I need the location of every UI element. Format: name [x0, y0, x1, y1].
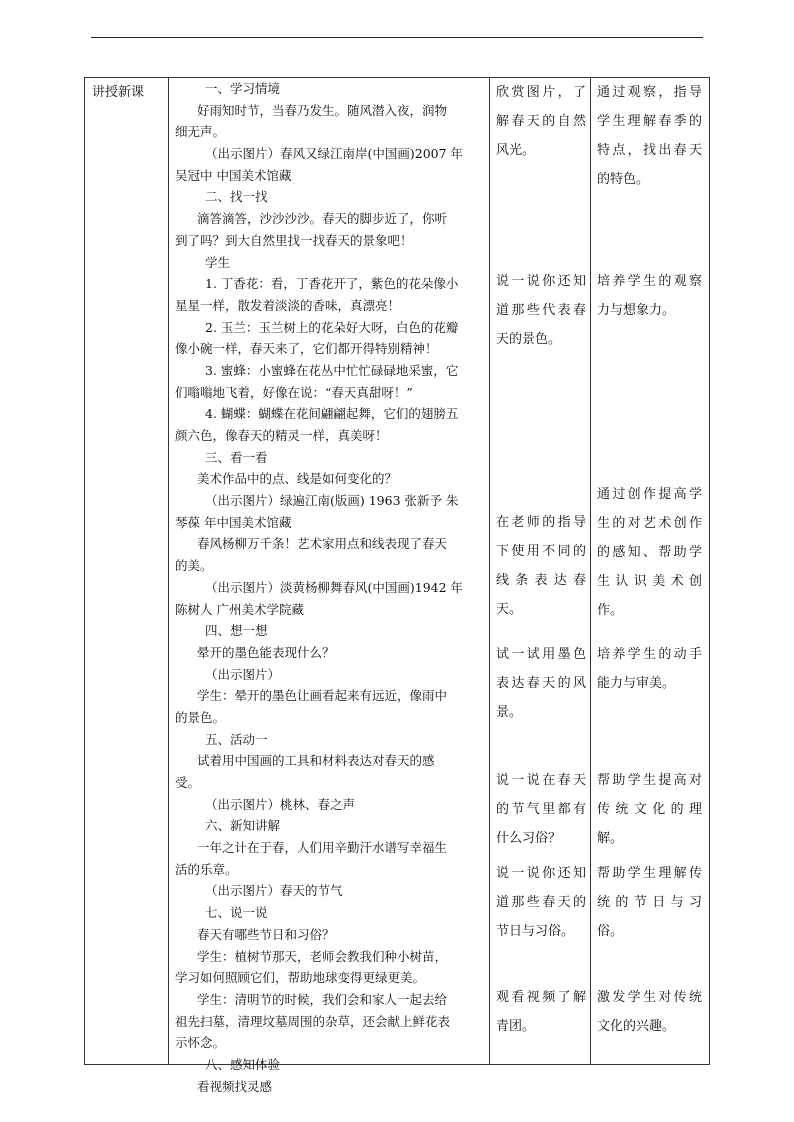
design-intent-line: 帮助学生提高对 [597, 773, 702, 788]
design-intent-line: 培养学生的动手 [597, 647, 702, 662]
content-line: 的美。 [175, 558, 213, 574]
content-line: 七、说一说 [205, 905, 268, 921]
content-line: （出示图片）春天的节气 [205, 883, 343, 899]
student-activity [496, 766, 586, 853]
student-activity-line: 表达春天的风 [496, 676, 586, 691]
column-divider [489, 78, 490, 1064]
student-activity [496, 640, 586, 727]
student-activity-line: 天。 [496, 602, 523, 617]
content-line: 琴葆 年中国美术馆藏 [175, 514, 292, 530]
student-activity-line: 道那些代表春 [496, 303, 586, 318]
content-line: 3. 蜜蜂：小蜜蜂在花丛中忙忙碌碌地采蜜，它 [205, 362, 459, 378]
student-activity-line: 欣赏图片，了 [496, 85, 586, 100]
design-intent-line: 俗。 [597, 924, 624, 939]
design-intent-line: 生认识美术创 [597, 574, 702, 589]
design-intent [597, 267, 702, 325]
lesson-table [84, 77, 710, 1094]
content-line: 吴冠中 中国美术馆藏 [175, 167, 292, 183]
design-intent [597, 480, 702, 625]
content-line: （出示图片）桃林、春之声 [205, 796, 356, 812]
student-activity-line: 说一说你还知 [496, 274, 586, 289]
section-label: 讲授新课 [92, 85, 145, 100]
student-activity-line: 什么习俗？ [496, 831, 562, 846]
design-intent-line: 统的节日与习 [597, 895, 702, 910]
student-activity [496, 78, 586, 165]
design-intent-line: 力与想象力。 [597, 303, 676, 318]
design-intent-line: 解。 [597, 831, 624, 846]
student-activity-line: 线条表达春 [496, 573, 586, 588]
student-activity-line: 节日与习俗。 [496, 924, 575, 939]
content-line: 美术作品中的点、线是如何变化的？ [197, 471, 398, 487]
content-line: 晕开的墨色能表现什么？ [197, 644, 335, 660]
content-line: 五、活动一 [205, 731, 268, 747]
content-line: 春风杨柳万千条！艺术家用点和线表现了春天 [197, 536, 448, 552]
content-line: 六、新知讲解 [205, 818, 281, 834]
content-line: 试着用中国画的工具和材料表达对春天的感 [197, 753, 435, 769]
design-intent [597, 859, 702, 946]
design-intent-line: 学生理解春季的 [597, 114, 702, 129]
design-intent-line: 能力与审美。 [597, 676, 676, 691]
content-line: 一、学习情境 [205, 81, 281, 96]
content-line: 学生：晕开的墨色让画看起来有远近，像雨中 [197, 688, 448, 704]
content-line: 好雨知时节，当春乃发生。随风潜入夜，润物 [197, 102, 448, 118]
design-intent-line: 文化的兴趣。 [597, 1019, 676, 1034]
content-line: 像小碗一样，春天来了，它们都开得特别精神！ [175, 341, 438, 357]
design-intent-line: 通过创作提高学 [597, 487, 702, 502]
design-intent-line: 培养学生的观察 [597, 274, 702, 289]
student-activity [496, 859, 586, 946]
column-divider [590, 78, 591, 1064]
content-line: （出示图片）春风又绿江南岸(中国画)2007 年 [205, 146, 464, 162]
content-line: 4. 蝴蝶：蝴蝶在花间翩翩起舞，它们的翅膀五 [205, 406, 459, 422]
content-line: 三、看一看 [205, 449, 268, 465]
content-line: （出示图片）淡黄杨柳舞春风(中国画)1942 年 [205, 579, 464, 595]
content-line: 学生：清明节的时候，我们会和家人一起去给 [197, 991, 448, 1007]
design-intent-line: 生的对艺术创作 [597, 516, 702, 531]
student-activity-line: 试一试用墨色 [496, 647, 586, 662]
student-activity [496, 508, 586, 624]
content-line: 星星一样，散发着淡淡的香味，真漂亮！ [175, 297, 401, 313]
student-activity-line: 说一说在春天 [496, 773, 586, 788]
content-line: 到了吗？到大自然里找一找春天的景象吧！ [175, 232, 413, 248]
content-line: 受。 [175, 775, 201, 790]
student-activity-line: 的节气里都有 [496, 802, 586, 817]
content-line: 细无声。 [175, 124, 226, 140]
design-intent [597, 640, 702, 698]
content-line: 颜六色，像春天的精灵一样，真美呀！ [175, 428, 388, 443]
student-activity-line: 观看视频了解 [496, 990, 586, 1005]
design-intent-line: 的特色。 [597, 172, 650, 187]
content-line: 学习如何照顾它们，帮助地球变得更绿更美。 [175, 970, 426, 986]
student-activity-line: 说一说你还知 [496, 866, 586, 881]
column-divider [168, 78, 169, 1064]
content-line: 看视频找灵感 [197, 1078, 273, 1094]
content-line: 滴答滴答，沙沙沙沙。春天的脚步近了，你听 [197, 211, 448, 227]
content-line: （出示图片） [205, 666, 281, 682]
design-intent [597, 78, 702, 194]
design-intent-line: 的感知、帮助学 [597, 545, 702, 560]
content-line: 示怀念。 [175, 1035, 226, 1051]
content-line: 学生 [205, 254, 231, 270]
content-line: 学生：植树节那天，老师会教我们种小树苗， [197, 948, 448, 964]
content-line: 一年之计在于春，人们用辛勤汗水谱写幸福生 [197, 840, 448, 856]
student-activity-line: 下使用不同的 [496, 544, 586, 559]
design-intent-line: 帮助学生理解传 [597, 866, 702, 881]
header-rule [91, 37, 703, 38]
content-line: （出示图片）绿遍江南(版画) 1963 张新予 朱 [205, 493, 459, 509]
content-line: 八、感知体验 [205, 1056, 281, 1072]
student-activity-line: 在老师的指导 [496, 515, 586, 530]
design-intent-line: 通过观察，指导 [597, 85, 702, 100]
student-activity-line: 青团。 [496, 1019, 536, 1034]
content-line: 祖先扫墓，清理坟墓周围的杂草，还会献上鲜花表 [175, 1013, 451, 1029]
student-activity-line: 解春天的自然 [496, 114, 586, 129]
content-line: 活的乐章。 [175, 861, 238, 877]
student-activity-line: 天的景色。 [496, 332, 562, 347]
design-intent-line: 作。 [597, 603, 624, 618]
content-line: 1. 丁香花：看，丁香花开了，紫色的花朵像小 [205, 276, 459, 292]
design-intent-line: 激发学生对传统 [597, 990, 702, 1005]
design-intent [597, 983, 702, 1041]
content-line: 春天有哪些节日和习俗？ [197, 926, 335, 942]
content-line: 的景色。 [175, 709, 226, 725]
student-activity-line: 风光。 [496, 143, 536, 158]
student-activity-line: 道那些春天的 [496, 895, 586, 910]
student-activity-line: 景。 [496, 705, 523, 720]
content-line: 们嗡嗡地飞着，好像在说：“春天真甜呀！” [175, 384, 413, 400]
student-activity [496, 983, 586, 1041]
content-line: 陈树人 广州美术学院藏 [175, 601, 304, 617]
teaching-content [175, 78, 487, 1097]
student-activity [496, 267, 586, 354]
content-line: 2. 玉兰：玉兰树上的花朵好大呀，白色的花瓣 [205, 319, 459, 335]
design-intent-line: 传统文化的理 [597, 802, 702, 817]
content-line: 二、找一找 [205, 189, 268, 205]
design-intent [597, 766, 702, 853]
content-line: 四、想一想 [205, 623, 268, 639]
design-intent-line: 特点，找出春天 [597, 143, 702, 158]
